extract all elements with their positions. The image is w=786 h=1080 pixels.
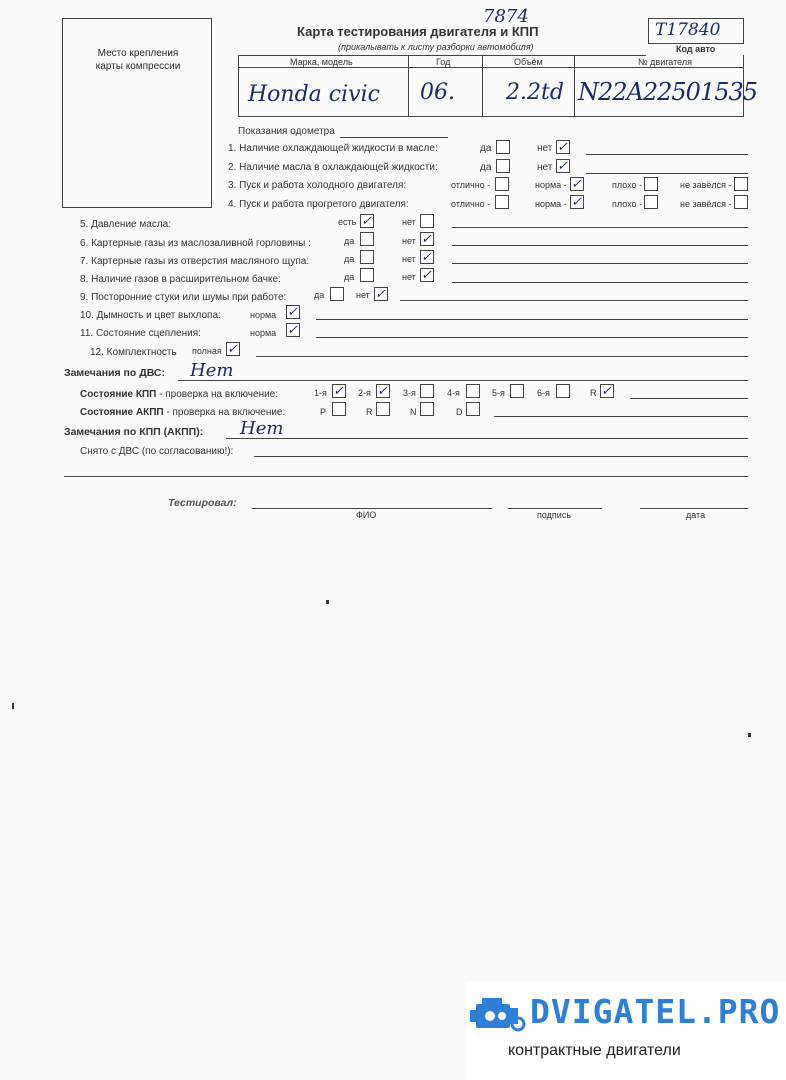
header-year: Год (436, 57, 451, 67)
q8-no-checkbox[interactable] (420, 268, 434, 282)
q12-full-label: полная (192, 346, 222, 356)
q5-present-label: есть (338, 217, 357, 227)
engine-icon (468, 994, 526, 1041)
q6-no-checkbox[interactable] (420, 232, 434, 246)
mode-r-checkbox[interactable] (376, 402, 390, 416)
gear-6-checkbox[interactable] (556, 384, 570, 398)
volume-value: 2.2td (506, 80, 564, 105)
removed-label: Снято с ДВС (по согласованию!): (80, 446, 234, 457)
check-mark: ✓ (557, 159, 568, 174)
engine-number-value: N22A22501535 (578, 78, 758, 106)
dvs-remarks-label: Замечания по ДВС: (64, 367, 165, 379)
q4-bad-label: плохо - (612, 199, 643, 209)
gear-r-label: R (590, 388, 597, 398)
q3-normal-checkbox[interactable] (570, 177, 584, 191)
q4-nostart-label: не завёлся - (680, 199, 732, 209)
q3-bad-checkbox[interactable] (644, 177, 658, 191)
check-mark: ✓ (601, 384, 612, 399)
q3-excellent-checkbox[interactable] (495, 177, 509, 191)
q5-label: 5. Давление масла: (80, 219, 171, 230)
q10-label: 10. Дымность и цвет выхлопа: (80, 310, 221, 321)
q11-norm-label: норма (250, 328, 277, 338)
q4-normal-checkbox[interactable] (570, 195, 584, 209)
check-mark: ✓ (287, 305, 298, 320)
q2-no-checkbox[interactable] (556, 159, 570, 173)
model-value: Honda civic (248, 82, 380, 107)
mode-r-label: R (366, 407, 373, 417)
header-volume: Объём (514, 57, 543, 67)
q3-bad-label: плохо - (612, 180, 643, 190)
q7-yes-label: да (344, 254, 355, 264)
mode-p-checkbox[interactable] (332, 402, 346, 416)
compression-card-label: Место крепления карты компрессии (95, 48, 181, 72)
check-mark: ✓ (287, 323, 298, 338)
q7-no-label: нет (402, 254, 416, 264)
gear-3-checkbox[interactable] (420, 384, 434, 398)
kpp-remarks-value: Нет (240, 418, 284, 439)
gear-2-checkbox[interactable] (376, 384, 390, 398)
brand-watermark (466, 982, 786, 1080)
q4-bad-checkbox[interactable] (644, 195, 658, 209)
car-code-label: Код авто (676, 44, 716, 54)
mode-d-label: D (456, 407, 463, 417)
brand-name: DVIGATEL.PRO (530, 992, 781, 1031)
q11-label: 11. Состояние сцепления: (80, 328, 201, 339)
q1-yes-label: да (480, 143, 492, 154)
odometer-label: Показания одометра (238, 126, 335, 137)
check-mark: ✓ (361, 214, 372, 229)
handwritten-number: 7874 (483, 6, 529, 27)
q4-nostart-checkbox[interactable] (734, 195, 748, 209)
mode-n-checkbox[interactable] (420, 402, 434, 416)
check-mark: ✓ (375, 287, 386, 302)
q8-yes-checkbox[interactable] (360, 268, 374, 282)
q9-no-checkbox[interactable] (374, 287, 388, 301)
compression-card-placeholder (62, 18, 212, 208)
signature-label: подпись (537, 510, 572, 520)
q5-present-checkbox[interactable] (360, 214, 374, 228)
q3-excellent-label: отлично - (451, 180, 491, 190)
q5-no-checkbox[interactable] (420, 214, 434, 228)
car-code-value: T17840 (655, 20, 721, 40)
q8-label: 8. Наличие газов в расширительном бачке: (80, 274, 281, 285)
q10-norm-label: норма (250, 310, 277, 320)
q4-normal-label: норма - (535, 199, 567, 209)
gear-3-label: 3-я (403, 388, 416, 398)
check-mark: ✓ (333, 384, 344, 399)
q10-norm-checkbox[interactable] (286, 305, 300, 319)
q3-label: 3. Пуск и работа холодного двигателя: (228, 180, 407, 191)
q7-no-checkbox[interactable] (420, 250, 434, 264)
q7-label: 7. Картерные газы из отверстия масляного щупа: (80, 256, 310, 267)
q1-no-checkbox[interactable] (556, 140, 570, 154)
q4-excellent-label: отлично - (451, 199, 491, 209)
brand-tagline: контрактные двигатели (508, 1042, 681, 1059)
kpp-label (80, 389, 278, 400)
q11-norm-checkbox[interactable] (286, 323, 300, 337)
gear-5-label: 5-я (492, 388, 505, 398)
date-label: дата (686, 510, 706, 520)
q6-yes-label: да (344, 236, 355, 246)
q9-yes-label: да (314, 290, 325, 300)
kpp-remarks-label: Замечания по КПП (АКПП): (64, 426, 204, 438)
q2-label: 2. Наличие масла в охлаждающей жидкости: (228, 162, 438, 173)
gear-5-checkbox[interactable] (510, 384, 524, 398)
q1-yes-checkbox[interactable] (496, 140, 510, 154)
q4-label: 4. Пуск и работа прогретого двигателя: (228, 199, 409, 210)
q6-label: 6. Картерные газы из маслозаливной горловины : (80, 238, 311, 249)
gear-r-checkbox[interactable] (600, 384, 614, 398)
q12-label: 12. Комплектность (90, 347, 177, 358)
q1-no-label: нет (537, 143, 553, 154)
q3-normal-label: норма - (535, 180, 567, 190)
check-mark: ✓ (227, 342, 238, 357)
header-model: Марка, модель (290, 57, 353, 67)
q3-nostart-checkbox[interactable] (734, 177, 748, 191)
car-code-box (648, 18, 744, 44)
gear-6-label: 6-я (537, 388, 550, 398)
kpp-title: Состояние КПП (80, 389, 157, 400)
q2-no-label: нет (537, 162, 553, 173)
check-mark: ✓ (571, 177, 582, 192)
q9-label: 9. Посторонние стуки или шумы при работе: (80, 292, 287, 303)
q1-label: 1. Наличие охлаждающей жидкости в масле: (228, 143, 438, 154)
akpp-label (80, 407, 285, 418)
q6-yes-checkbox[interactable] (360, 232, 374, 246)
gear-1-checkbox[interactable] (332, 384, 346, 398)
gear-4-label: 4-я (447, 388, 460, 398)
mode-p-label: P (320, 407, 327, 417)
q12-full-checkbox[interactable] (226, 342, 240, 356)
form-subtitle: (прикалывать к листу разборки автомобиля) (338, 42, 534, 52)
check-mark: ✓ (421, 232, 432, 247)
kpp-desc: - проверка на включение: (159, 389, 279, 400)
mode-d-checkbox[interactable] (466, 402, 480, 416)
q3-nostart-label: не завёлся - (680, 180, 732, 190)
fio-label: ФИО (356, 510, 377, 520)
tested-by-label: Тестировал: (168, 497, 237, 509)
gear-1-label: 1-я (314, 388, 327, 398)
check-mark: ✓ (557, 140, 568, 155)
form-title: Карта тестирования двигателя и КПП (297, 24, 539, 39)
q9-yes-checkbox[interactable] (330, 287, 344, 301)
dvs-remarks-value: Нет (190, 360, 234, 381)
akpp-title: Состояние АКПП (80, 407, 164, 418)
gear-2-label: 2-я (358, 388, 371, 398)
q8-yes-label: да (344, 272, 355, 282)
q7-yes-checkbox[interactable] (360, 250, 374, 264)
check-mark: ✓ (377, 384, 388, 399)
q6-no-label: нет (402, 236, 416, 246)
q4-excellent-checkbox[interactable] (495, 195, 509, 209)
check-mark: ✓ (421, 250, 432, 265)
akpp-desc: - проверка на включение: (166, 407, 286, 418)
mode-n-label: N (410, 407, 417, 417)
q9-no-label: нет (356, 290, 370, 300)
year-value: 06. (420, 80, 455, 105)
gear-4-checkbox[interactable] (466, 384, 480, 398)
q2-yes-label: да (480, 162, 492, 173)
check-mark: ✓ (421, 268, 432, 283)
q5-no-label: нет (402, 217, 416, 227)
header-engine: № двигателя (638, 57, 692, 67)
q8-no-label: нет (402, 272, 416, 282)
check-mark: ✓ (571, 195, 582, 210)
q2-yes-checkbox[interactable] (496, 159, 510, 173)
